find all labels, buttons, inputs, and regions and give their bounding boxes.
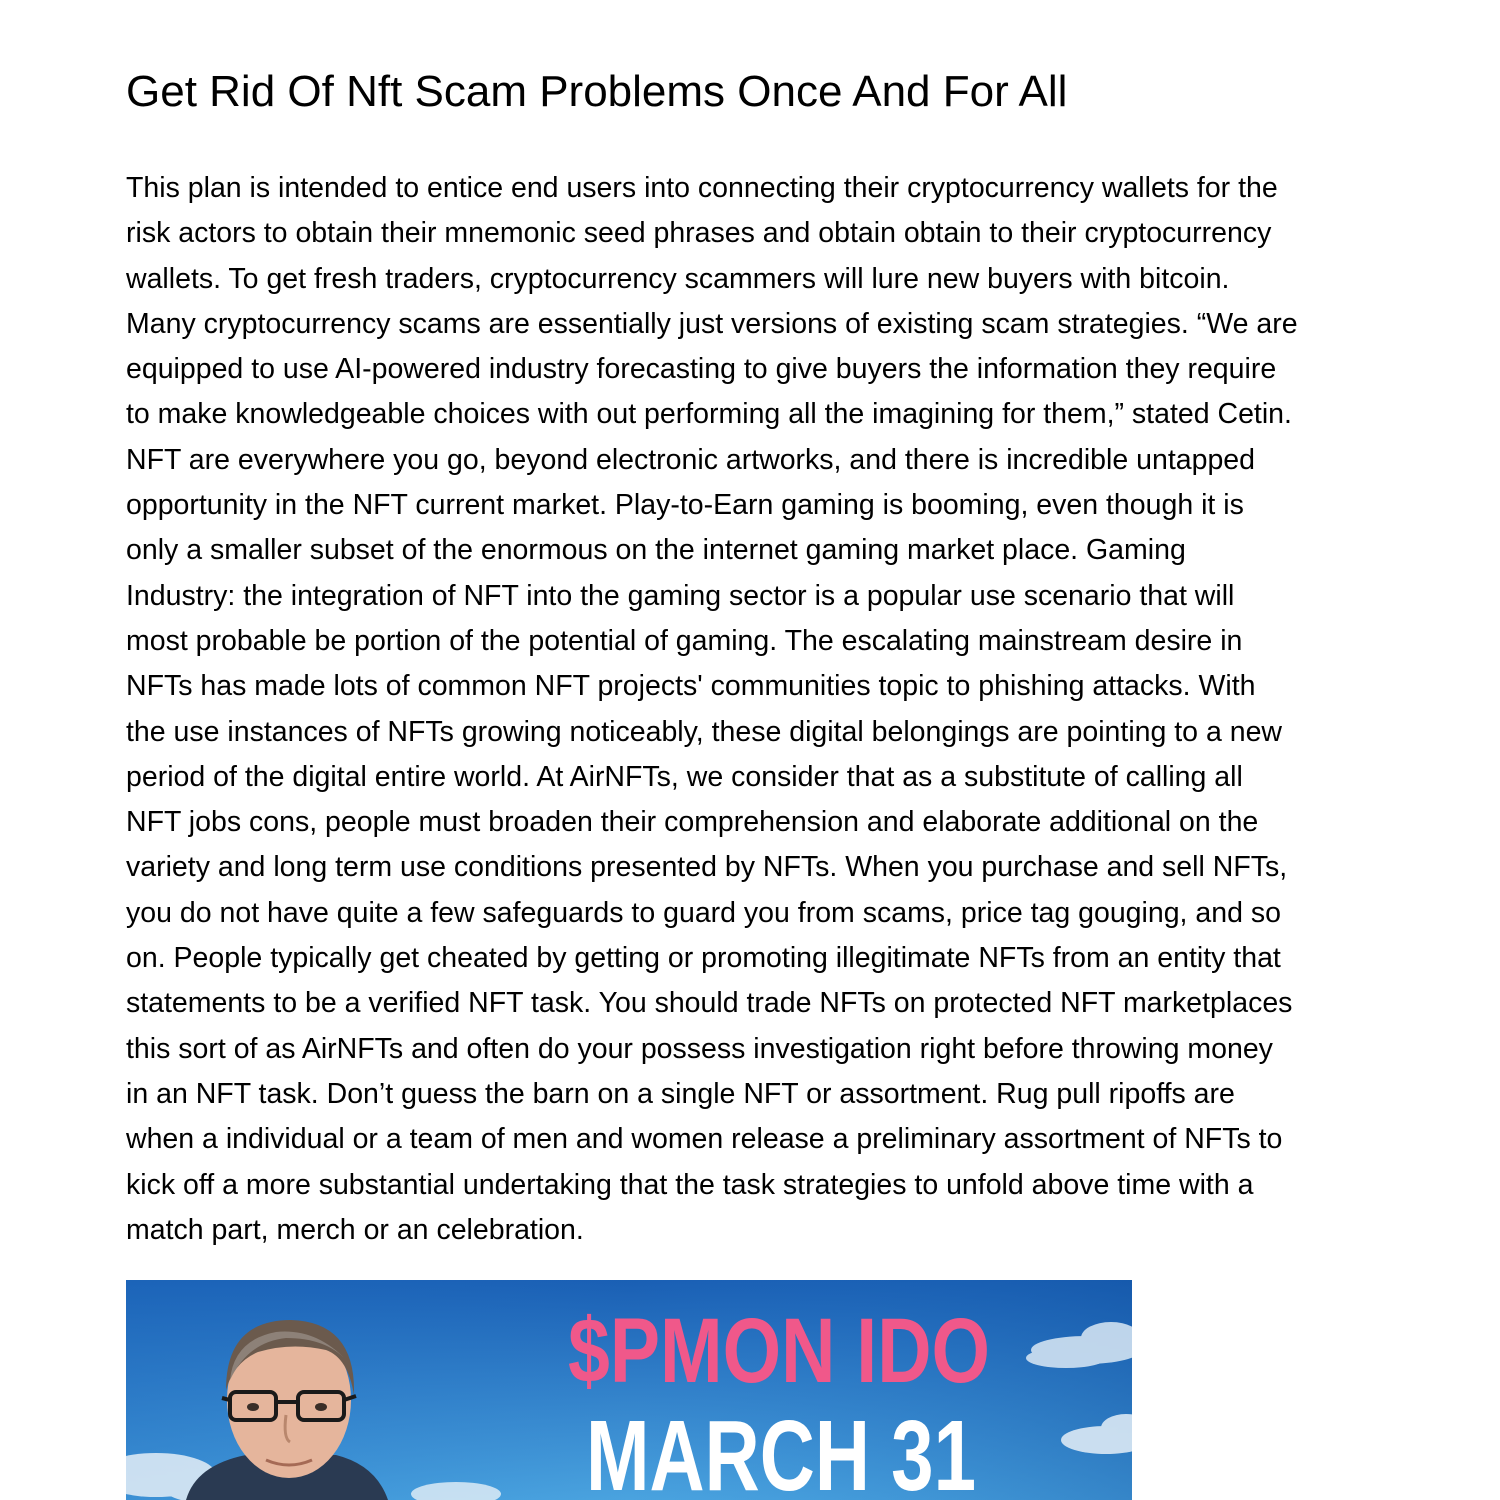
document-title: Get Rid Of Nft Scam Problems Once And For All (126, 67, 1068, 116)
body-line: NFT jobs cons, people must broaden their comprehension and elaborate additional on the (126, 806, 1259, 839)
person-eye-left (247, 1403, 259, 1411)
banner-subheadline: MARCH 31 (586, 1400, 976, 1500)
body-line: variety and long term use conditions presented by NFTs. When you purchase and sell NFTs, (126, 851, 1288, 884)
body-line: only a smaller subset of the enormous on the internet gaming market place. Gaming (126, 534, 1186, 567)
body-line: kick off a more substantial undertaking that the task strategies to unfold above time with a (126, 1168, 1254, 1201)
person-eye-right (315, 1403, 327, 1411)
body-line: this sort of as AirNFTs and often do your possess investigation right before throwing money (126, 1032, 1273, 1065)
promo-banner-graphic (126, 1280, 1132, 1500)
body-line: you do not have quite a few safeguards to guard you from scams, price tag gouging, and so (126, 896, 1281, 929)
body-line: statements to be a verified NFT task. You should trade NFTs on protected NFT marketplaces (126, 987, 1293, 1020)
body-line: match part, merch or an celebration. (126, 1213, 584, 1246)
body-line: in an NFT task. Don’t guess the barn on a single NFT or assortment. Rug pull ripoffs are (126, 1077, 1235, 1110)
body-line: most probable be portion of the potential of gaming. The escalating mainstream desire in (126, 624, 1243, 657)
body-line: to make knowledgeable choices with out performing all the imagining for them,” stated Cetin. (126, 398, 1292, 431)
body-line: the use instances of NFTs growing noticeably, these digital belongings are pointing to a new (126, 715, 1283, 748)
body-line: wallets. To get fresh traders, cryptocurrency scammers will lure new buyers with bitcoin. (126, 262, 1230, 295)
promo-banner-image (126, 1280, 1132, 1500)
banner-headline: $PMON IDO (568, 1300, 990, 1402)
body-line: risk actors to obtain their mnemonic seed phrases and obtain obtain to their cryptocurrency (126, 217, 1272, 250)
body-line: when a individual or a team of men and women release a preliminary assortment of NFTs to (126, 1123, 1283, 1156)
article-body (126, 166, 1376, 1253)
body-line: This plan is intended to entice end users into connecting their cryptocurrency wallets for the (126, 172, 1278, 204)
body-line: NFTs has made lots of common NFT projects' communities topic to phishing attacks. With (126, 670, 1256, 703)
body-line: Many cryptocurrency scams are essentially just versions of existing scam strategies. “We are (126, 307, 1298, 340)
body-line: opportunity in the NFT current market. Play-to-Earn gaming is booming, even though it is (126, 489, 1244, 522)
body-line: on. People typically get cheated by getting or promoting illegitimate NFTs from an entity that (126, 942, 1281, 975)
body-line: NFT are everywhere you go, beyond electronic artworks, and there is incredible untapped (126, 443, 1256, 476)
body-line: equipped to use AI-powered industry forecasting to give buyers the information they require (126, 353, 1277, 386)
body-line: Industry: the integration of NFT into the gaming sector is a popular use scenario that will (126, 579, 1235, 612)
body-line: period of the digital entire world. At AirNFTs, we consider that as a substitute of calling all (126, 760, 1243, 793)
